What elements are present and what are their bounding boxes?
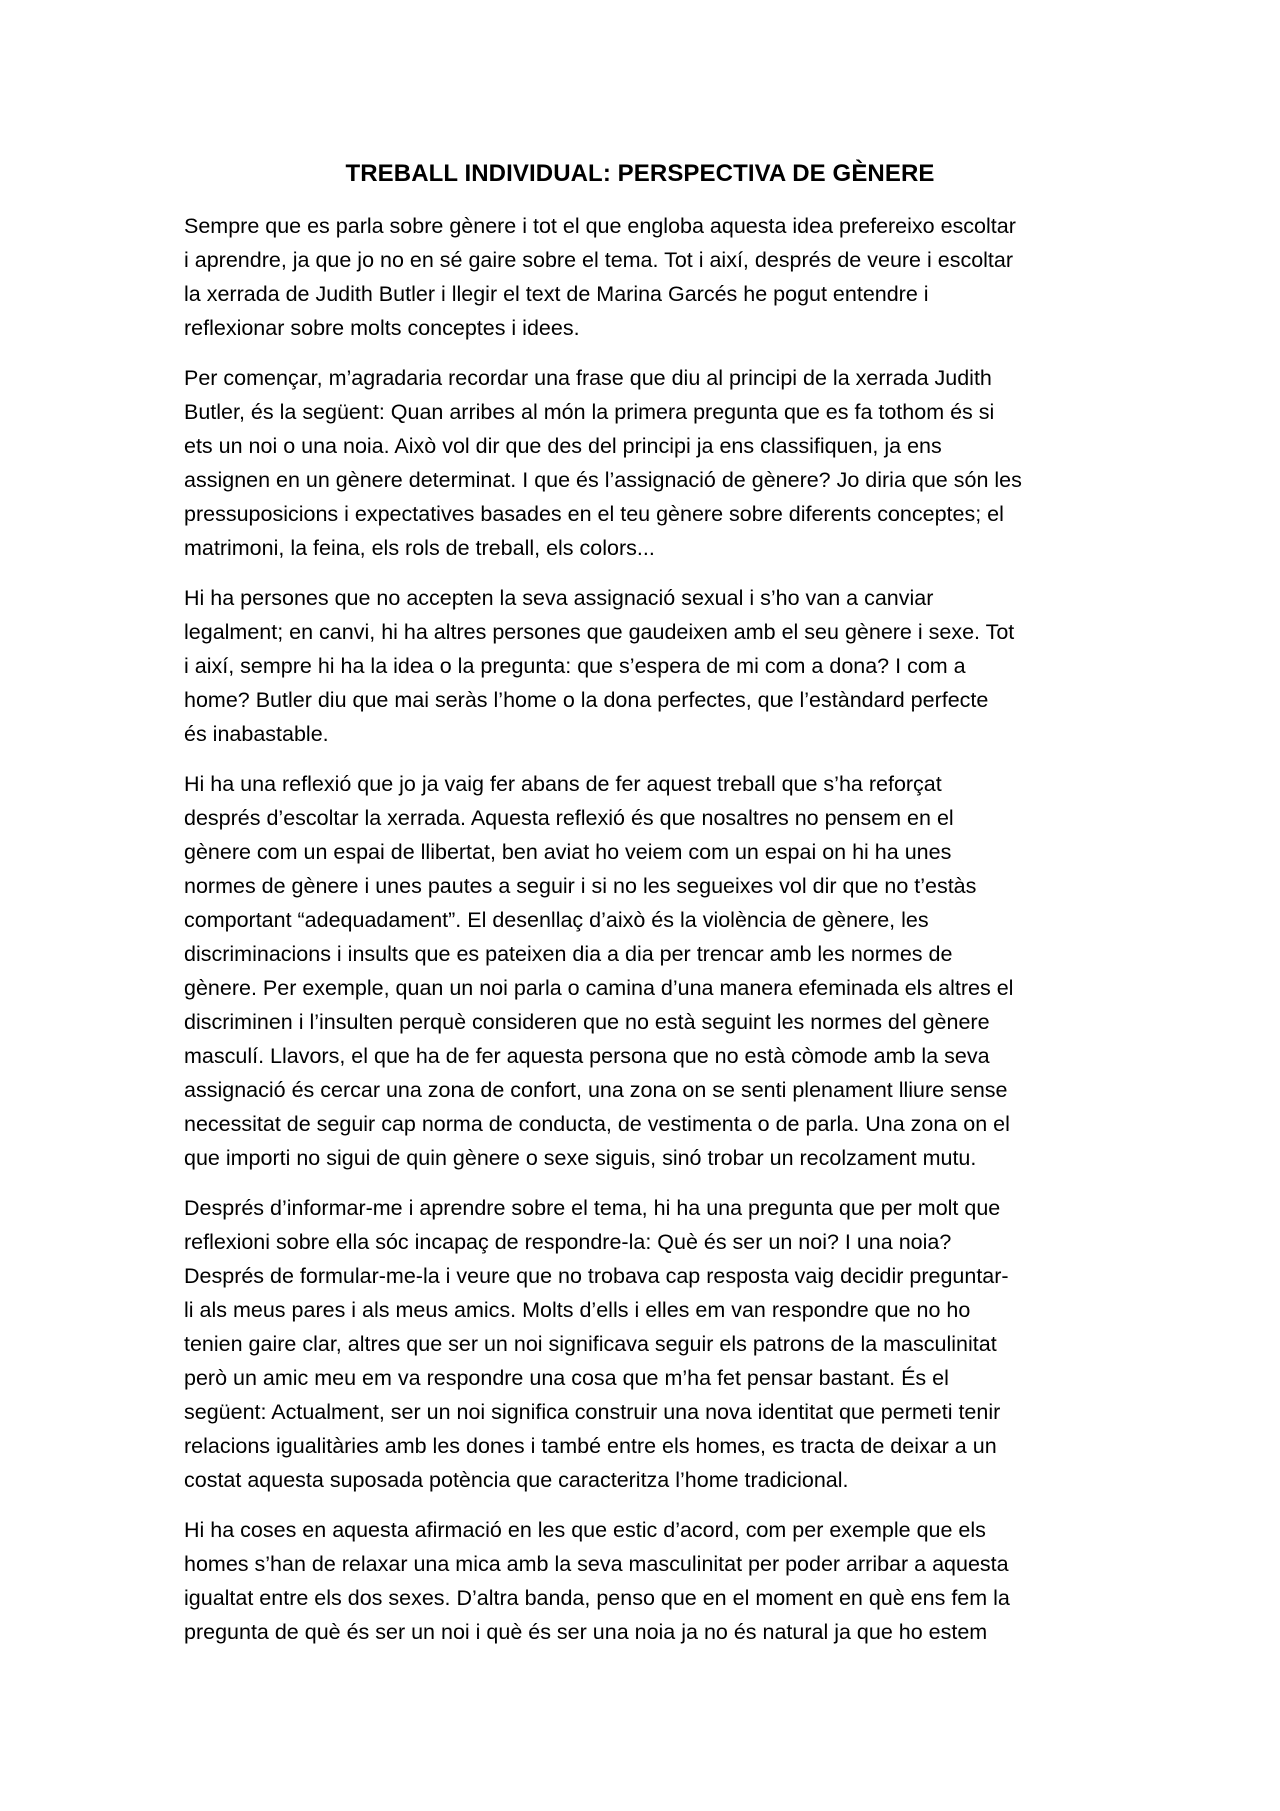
text-line: assignació és cercar una zona de confort, una zona on se senti plenament lliure sense — [184, 1078, 1008, 1102]
text-line: que importi no sigui de quin gènere o sexe siguis, sinó trobar un recolzament mutu. — [184, 1146, 977, 1170]
text-line: li als meus pares i als meus amics. Molts d’ells i elles em van respondre que no ho — [184, 1298, 971, 1322]
text-line: pressuposicions i expectatives basades en el teu gènere sobre diferents conceptes; el — [184, 502, 1004, 526]
text-line: la xerrada de Judith Butler i llegir el text de Marina Garcés he pogut entendre i — [184, 282, 929, 306]
text-line: i aprendre, ja que jo no en sé gaire sobre el tema. Tot i així, després de veure i escoltar — [184, 248, 1014, 272]
text-line: ets un noi o una noia. Això vol dir que des del principi ja ens classifiquen, ja ens — [184, 434, 942, 458]
text-line: pregunta de què és ser un noi i què és ser una noia ja no és natural ja que ho estem — [184, 1620, 988, 1644]
text-line: Hi ha una reflexió que jo ja vaig fer abans de fer aquest treball que s’ha reforçat — [184, 772, 942, 796]
text-line: Butler, és la següent: Quan arribes al món la primera pregunta que es fa tothom és si — [184, 400, 995, 424]
document-body — [184, 209, 1104, 1665]
text-line: gènere com un espai de llibertat, ben aviat ho veiem com un espai on hi ha unes — [184, 840, 952, 864]
paragraph-5 — [184, 1191, 1104, 1497]
text-line: tenien gaire clar, altres que ser un noi significava seguir els patrons de la masculinitat — [184, 1332, 997, 1356]
paragraph-6 — [184, 1513, 1104, 1649]
text-line: discriminen i l’insulten perquè consideren que no està seguint les normes del gènere — [184, 1010, 990, 1034]
text-line: Per començar, m’agradaria recordar una frase que diu al principi de la xerrada Judith — [184, 366, 992, 390]
text-line: costat aquesta suposada potència que caracteritza l’home tradicional. — [184, 1468, 849, 1492]
text-line: necessitat de seguir cap norma de conducta, de vestimenta o de parla. Una zona on el — [184, 1112, 1010, 1136]
text-line: i així, sempre hi ha la idea o la pregunta: que s’espera de mi com a dona? I com a — [184, 654, 966, 678]
text-line: matrimoni, la feina, els rols de treball, els colors... — [184, 536, 655, 560]
text-line: assignen en un gènere determinat. I que és l’assignació de gènere? Jo diria que són les — [184, 468, 1022, 492]
text-line: reflexionar sobre molts conceptes i idees. — [184, 316, 580, 340]
paragraph-2 — [184, 361, 1104, 565]
text-line: Després de formular-me-la i veure que no trobava cap resposta vaig decidir preguntar- — [184, 1264, 1009, 1288]
paragraph-1 — [184, 209, 1104, 345]
text-line: legalment; en canvi, hi ha altres persones que gaudeixen amb el seu gènere i sexe. Tot — [184, 620, 1015, 644]
text-line: Hi ha persones que no accepten la seva assignació sexual i s’ho van a canviar — [184, 586, 934, 610]
text-line: relacions igualitàries amb les dones i també entre els homes, es tracta de deixar a un — [184, 1434, 997, 1458]
text-line: però un amic meu em va respondre una cosa que m’ha fet pensar bastant. És el — [184, 1366, 949, 1390]
document-title: TREBALL INDIVIDUAL: PERSPECTIVA DE GÈNERE — [345, 160, 935, 187]
text-line: igualtat entre els dos sexes. D’altra banda, penso que en el moment en què ens fem la — [184, 1586, 1010, 1610]
text-line: següent: Actualment, ser un noi significa construir una nova identitat que permeti tenir — [184, 1400, 1001, 1424]
text-line: després d’escoltar la xerrada. Aquesta reflexió és que nosaltres no pensem en el — [184, 806, 954, 830]
text-line: normes de gènere i unes pautes a seguir i si no les segueixes vol dir que no t’estàs — [184, 874, 977, 898]
text-line: Hi ha coses en aquesta afirmació en les que estic d’acord, com per exemple que els — [184, 1518, 986, 1542]
text-line: home? Butler diu que mai seràs l’home o la dona perfectes, que l’estàndard perfecte — [184, 688, 989, 712]
text-line: Després d’informar-me i aprendre sobre el tema, hi ha una pregunta que per molt que — [184, 1196, 1001, 1220]
text-line: és inabastable. — [184, 722, 329, 746]
text-line: masculí. Llavors, el que ha de fer aquesta persona que no està còmode amb la seva — [184, 1044, 990, 1068]
text-line: homes s’han de relaxar una mica amb la seva masculinitat per poder arribar a aquesta — [184, 1552, 1009, 1576]
text-line: comportant “adequadament”. El desenllaç d’això és la violència de gènere, les — [184, 908, 929, 932]
text-line: Sempre que es parla sobre gènere i tot el que engloba aquesta idea prefereixo escoltar — [184, 214, 1016, 238]
paragraph-3 — [184, 581, 1104, 751]
text-line: gènere. Per exemple, quan un noi parla o camina d’una manera efeminada els altres el — [184, 976, 1014, 1000]
paragraph-4 — [184, 767, 1104, 1175]
text-line: discriminacions i insults que es pateixen dia a dia per trencar amb les normes de — [184, 942, 953, 966]
text-line: reflexioni sobre ella sóc incapaç de respondre-la: Què és ser un noi? I una noia? — [184, 1230, 952, 1254]
